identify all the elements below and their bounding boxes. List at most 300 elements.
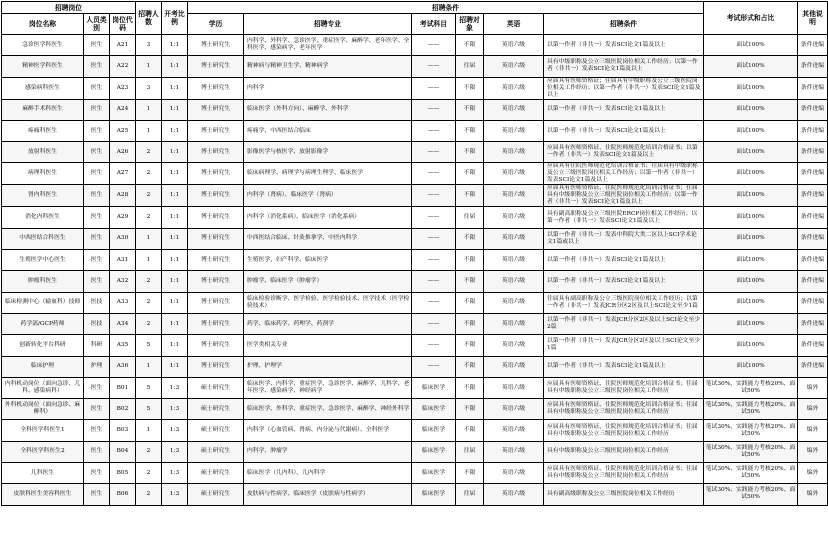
position-name: 全科医学科医生2 (2, 441, 84, 462)
header-row-groups (2, 2, 828, 14)
position-name: 药学部/GCP药师 (2, 313, 84, 334)
english-requirement: 英语六级 (484, 35, 544, 56)
exam-format: 面试100% (704, 56, 798, 77)
conditions: 应届具有医师资格证、住院医师规范化培训合格证书；往届具有中级职称及公立三级医院岗位相关工作经历 (544, 399, 704, 420)
staff-category: 医生 (84, 228, 110, 249)
hire-target: 不限 (456, 292, 484, 313)
hire-target: 不限 (456, 271, 484, 292)
other-notes: 编外 (798, 399, 828, 420)
conditions: 以第一作者（非共一）发表SCI论文1篇及以上 (544, 35, 704, 56)
table-row (2, 463, 828, 484)
other-notes: 条件迸编 (798, 163, 828, 185)
exam-ratio: 1:1 (162, 56, 188, 77)
hire-target: 往届 (456, 207, 484, 228)
hire-count: 1 (136, 250, 162, 271)
major-header: 招聘专业 (244, 14, 412, 35)
staff-category: 医生 (84, 420, 110, 441)
position-code: A28 (110, 185, 136, 207)
other-notes: 条件迸编 (798, 99, 828, 120)
exam-ratio: 1:1 (162, 313, 188, 334)
english-requirement: 英语六级 (484, 271, 544, 292)
exam-ratio: 1:1 (162, 120, 188, 141)
position-code: B01 (110, 377, 136, 398)
position-code: A22 (110, 56, 136, 77)
exam-format: 面试100% (704, 335, 798, 356)
conditions: 往届具有副高职称及公立三级医院岗位相关工作经历；以第一作者（非共一）发表JCR分区2区及以上SCI论文至少1篇 (544, 292, 704, 313)
exam-subject: —— (412, 163, 456, 185)
exam-format: 笔试30%、实践能力考核20%、面试50% (704, 420, 798, 441)
degree: 博士研究生 (188, 250, 244, 271)
degree: 硕士研究生 (188, 484, 244, 505)
position-code: A31 (110, 250, 136, 271)
hire-count: 2 (136, 185, 162, 207)
group-conditions-header: 招聘条件 (188, 2, 704, 14)
other-notes: 条件迸编 (798, 56, 828, 77)
exam-ratio: 1:1 (162, 356, 188, 377)
table-row (2, 35, 828, 56)
table-row (2, 163, 828, 185)
other-notes: 条件迸编 (798, 35, 828, 56)
position-name: 麻醉手术科医生 (2, 99, 84, 120)
exam-ratio: 1:1 (162, 185, 188, 207)
conditions: 具有中级职称及公立三级医院岗位相关工作经历；以第一作者（非共一）发表SCI论文1篇及以上 (544, 56, 704, 77)
table-row (2, 142, 828, 163)
position-name: 创新转化平台科研 (2, 335, 84, 356)
major: 精神病与精神卫生学、精神病学 (244, 56, 412, 77)
degree: 博士研究生 (188, 77, 244, 99)
position-code: A34 (110, 313, 136, 334)
position-name: 临床护理 (2, 356, 84, 377)
exam-subject: —— (412, 335, 456, 356)
code-header: 岗位代码 (110, 14, 136, 35)
staff-category: 医生 (84, 484, 110, 505)
hire-target: 不限 (456, 313, 484, 334)
exam-format: 笔试30%、实践能力考核20%、面试50% (704, 399, 798, 420)
conditions: 应届具有住院医师规范化培训合格证书；往届具有中级职称及公立三级医院岗位相关工作经历；以第一作者（非共一）发表SCI论文1篇及以上 (544, 163, 704, 185)
hire-target: 往届 (456, 56, 484, 77)
exam-format: 面试100% (704, 99, 798, 120)
staff-category: 医生 (84, 250, 110, 271)
conditions: 具有中级职称及公立三级医院岗位相关工作经历 (544, 441, 704, 462)
hire-count: 2 (136, 463, 162, 484)
hire-target: 不限 (456, 142, 484, 163)
exam-header: 考试形式和占比 (704, 2, 798, 35)
exam-ratio: 1:1 (162, 35, 188, 56)
other-notes: 编外 (798, 377, 828, 398)
hire-count: 2 (136, 271, 162, 292)
table-row (2, 399, 828, 420)
exam-format: 面试100% (704, 163, 798, 185)
other-notes: 条件迸编 (798, 120, 828, 141)
major: 内科学、肿瘤学 (244, 441, 412, 462)
degree: 博士研究生 (188, 185, 244, 207)
staff-category: 医生 (84, 399, 110, 420)
exam-ratio: 1:1 (162, 163, 188, 185)
position-name: 全科医学科医生1 (2, 420, 84, 441)
exam-format: 面试100% (704, 120, 798, 141)
english-header: 英语 (484, 14, 544, 35)
degree-header: 学历 (188, 14, 244, 35)
major: 临床医学、外科学、重症医学、急诊医学、麻醉学、神经外科学 (244, 399, 412, 420)
hire-target: 不限 (456, 377, 484, 398)
hire-target: 不限 (456, 420, 484, 441)
degree: 博士研究生 (188, 56, 244, 77)
position-name: 内科机动岗位（面向急诊、儿科、感染病科） (2, 377, 84, 398)
exam-subject: —— (412, 313, 456, 334)
hire-target: 不限 (456, 120, 484, 141)
english-requirement: 英语六级 (484, 377, 544, 398)
degree: 博士研究生 (188, 163, 244, 185)
major: 内科学、外科学、急诊医学、重症医学、麻醉学、老年医学、全科医学、感染病学、老年医学 (244, 35, 412, 56)
major: 内科学 (244, 77, 412, 99)
exam-subject: 临床医学 (412, 484, 456, 505)
exam-ratio: 1:1 (162, 99, 188, 120)
degree: 硕士研究生 (188, 463, 244, 484)
exam-subject: —— (412, 99, 456, 120)
position-name: 病理科医生 (2, 163, 84, 185)
english-requirement: 英语六级 (484, 185, 544, 207)
position-name: 精神医学科医生 (2, 56, 84, 77)
position-name: 感染病科医生 (2, 77, 84, 99)
staff-category: 医生 (84, 77, 110, 99)
degree: 博士研究生 (188, 228, 244, 249)
position-name: 放射科医生 (2, 142, 84, 163)
position-name: 疼痛科医生 (2, 120, 84, 141)
hire-target: 不限 (456, 228, 484, 249)
other-notes: 条件迸编 (798, 228, 828, 249)
conditions-header: 招聘条件 (544, 14, 704, 35)
staff-category: 科研 (84, 335, 110, 356)
degree: 博士研究生 (188, 142, 244, 163)
hire-count: 1 (136, 228, 162, 249)
table-row (2, 228, 828, 249)
major: 护理、护理学 (244, 356, 412, 377)
table-row (2, 120, 828, 141)
major: 药学、临床药学、药理学、药剂学 (244, 313, 412, 334)
hire-target: 不限 (456, 356, 484, 377)
conditions: 以第一作者（非共一）发表中科院大类二区以上SCI学术论文1篇或以上 (544, 228, 704, 249)
staff-category: 医生 (84, 142, 110, 163)
hire-target: 不限 (456, 77, 484, 99)
hire-count: 2 (136, 142, 162, 163)
other-notes: 条件迸编 (798, 207, 828, 228)
english-requirement: 英语六级 (484, 99, 544, 120)
english-requirement: 英语六级 (484, 335, 544, 356)
english-requirement: 英语六级 (484, 356, 544, 377)
english-requirement: 英语六级 (484, 163, 544, 185)
hire-target: 不限 (456, 335, 484, 356)
position-code: A30 (110, 228, 136, 249)
position-name: 儿科医生 (2, 463, 84, 484)
position-name: 外科机动岗位（面向急诊、麻醉科） (2, 399, 84, 420)
staff-category: 医生 (84, 120, 110, 141)
degree: 博士研究生 (188, 99, 244, 120)
position-code: B05 (110, 463, 136, 484)
position-code: B03 (110, 420, 136, 441)
major: 临床检验诊断学、医学检验、医学检验技术、医学技术（医学检验技术） (244, 292, 412, 313)
table-row (2, 377, 828, 398)
other-notes: 条件迸编 (798, 185, 828, 207)
exam-ratio: 1:3 (162, 484, 188, 505)
position-name: 急诊医学科医生 (2, 35, 84, 56)
english-requirement: 英语六级 (484, 441, 544, 462)
exam-subject: —— (412, 142, 456, 163)
exam-ratio: 1:1 (162, 292, 188, 313)
english-requirement: 英语六级 (484, 463, 544, 484)
english-requirement: 英语六级 (484, 250, 544, 271)
exam-format: 面试100% (704, 250, 798, 271)
exam-subject: —— (412, 356, 456, 377)
other-notes: 编外 (798, 420, 828, 441)
exam-ratio: 1:1 (162, 271, 188, 292)
major: 皮肤病与性病学、临床医学（皮肤病与性病学） (244, 484, 412, 505)
conditions: 以第一作者（非共一）发表SCI论文1篇及以上 (544, 120, 704, 141)
position-code: A36 (110, 356, 136, 377)
other-notes: 编外 (798, 463, 828, 484)
hire-target: 不限 (456, 399, 484, 420)
english-requirement: 英语六级 (484, 207, 544, 228)
hire-count: 3 (136, 77, 162, 99)
exam-ratio: 1:1 (162, 207, 188, 228)
exam-ratio: 1:3 (162, 420, 188, 441)
major: 内科学（消化系病）、临床医学（消化系病） (244, 207, 412, 228)
table-row (2, 250, 828, 271)
hire-count: 2 (136, 207, 162, 228)
position-code: A27 (110, 163, 136, 185)
ratio-header: 开考比例 (162, 2, 188, 35)
position-code: A21 (110, 35, 136, 56)
exam-format: 面试100% (704, 313, 798, 334)
conditions: 应届具有医师资格证、住院医师规范化培训合格证书；往届具有中级职称及公立三级医院岗位相关工作经历 (544, 377, 704, 398)
position-name: 中西医结合科医生 (2, 228, 84, 249)
target-header: 招聘对象 (456, 14, 484, 35)
staff-category: 医生 (84, 441, 110, 462)
degree: 博士研究生 (188, 335, 244, 356)
hire-target: 不限 (456, 163, 484, 185)
exam-format: 面试100% (704, 292, 798, 313)
exam-format: 面试100% (704, 356, 798, 377)
exam-subject: —— (412, 77, 456, 99)
exam-subject: 临床医学 (412, 441, 456, 462)
recruitment-table (1, 1, 828, 506)
other-notes: 条件迸编 (798, 292, 828, 313)
english-requirement: 英语六级 (484, 292, 544, 313)
exam-format: 面试100% (704, 35, 798, 56)
exam-format: 笔试30%、实践能力考核20%、面试50% (704, 484, 798, 505)
hire-count: 5 (136, 335, 162, 356)
degree: 博士研究生 (188, 35, 244, 56)
exam-ratio: 1:3 (162, 441, 188, 462)
staff-category: 医生 (84, 463, 110, 484)
position-code: A24 (110, 99, 136, 120)
staff-category: 医生 (84, 377, 110, 398)
exam-format: 面试100% (704, 271, 798, 292)
hire-count: 5 (136, 399, 162, 420)
hire-target: 不限 (456, 99, 484, 120)
exam-format: 面试100% (704, 207, 798, 228)
major: 临床医学、内科学、重症医学、急诊医学、麻醉学、儿科学、老年医学、感染病学、神经病学 (244, 377, 412, 398)
hire-count: 1 (136, 420, 162, 441)
staff-category: 医生 (84, 35, 110, 56)
english-requirement: 英语六级 (484, 142, 544, 163)
exam-format: 面试100% (704, 185, 798, 207)
english-requirement: 英语六级 (484, 420, 544, 441)
conditions: 以第一作者（非共一）发表JCR分区2区及以上SCI论文至少1篇 (544, 335, 704, 356)
exam-ratio: 1:3 (162, 399, 188, 420)
conditions: 以第一作者（非共一）发表JCR分区2区及以上SCI论文至少2篇 (544, 313, 704, 334)
hire-target: 不限 (456, 463, 484, 484)
exam-subject: —— (412, 120, 456, 141)
name-header: 岗位名称 (2, 14, 84, 35)
conditions: 应届具有医师资格证、住院医师规范化培训合格证书；以第一作者（非共一）发表SCI论文1篇及以上 (544, 142, 704, 163)
position-name: 临床检测中心（输血科）技师 (2, 292, 84, 313)
exam-subject: —— (412, 207, 456, 228)
position-name: 消化内科医生 (2, 207, 84, 228)
exam-format: 笔试30%、实践能力考核20%、面试50% (704, 377, 798, 398)
degree: 博士研究生 (188, 313, 244, 334)
exam-format: 笔试30%、实践能力考核20%、面试50% (704, 463, 798, 484)
degree: 硕士研究生 (188, 441, 244, 462)
hire-count: 2 (136, 292, 162, 313)
hire-count: 2 (136, 313, 162, 334)
exam-ratio: 1:1 (162, 228, 188, 249)
conditions: 应届具有医师资格证、住院医师规范化培训合格证书；往届具有中级职称及公立三级医院岗位相关工作经历；以第一作者（非共一）发表SCI论文1篇及以上 (544, 185, 704, 207)
hire-count: 3 (136, 35, 162, 56)
conditions: 应届具有医师资格证、住院医师规范化培训合格证书；往届具有中级职称及公立三级医院岗位相关工作经历 (544, 463, 704, 484)
hire-count: 2 (136, 163, 162, 185)
exam-subject: 临床医学 (412, 377, 456, 398)
exam-subject: 临床医学 (412, 420, 456, 441)
exam-format: 面试100% (704, 228, 798, 249)
table-row (2, 271, 828, 292)
other-notes: 条件迸编 (798, 356, 828, 377)
major: 临床医学（儿内科）、儿内科学 (244, 463, 412, 484)
exam-format: 笔试30%、实践能力考核20%、面试50% (704, 441, 798, 462)
table-row (2, 420, 828, 441)
degree: 博士研究生 (188, 292, 244, 313)
position-name: 肿瘤科医生 (2, 271, 84, 292)
major: 医学类相关专业 (244, 335, 412, 356)
exam-subject: —— (412, 185, 456, 207)
hire-target: 往届 (456, 441, 484, 462)
group-position-header: 招聘岗位 (2, 2, 136, 14)
major: 临床医学（外科方向）、麻醉学、外科学 (244, 99, 412, 120)
table-row (2, 207, 828, 228)
other-notes: 条件迸编 (798, 271, 828, 292)
conditions: 具有副高职称及公立三级医院ERCP岗位相关工作经历；以第一作者（非共一）发表SCI论文1篇及以上 (544, 207, 704, 228)
subject-header: 考试科目 (412, 14, 456, 35)
table-row (2, 356, 828, 377)
conditions: 以第一作者（非共一）发表SCI论文1篇及以上 (544, 250, 704, 271)
degree: 硕士研究生 (188, 377, 244, 398)
major: 生殖医学、妇产科学、临床医学 (244, 250, 412, 271)
position-code: A29 (110, 207, 136, 228)
hire-count: 1 (136, 120, 162, 141)
major: 内科学（肾病）、临床医学（肾病） (244, 185, 412, 207)
table-row (2, 313, 828, 334)
hire-target: 不限 (456, 250, 484, 271)
position-name: 肾内科医生 (2, 185, 84, 207)
exam-subject: —— (412, 271, 456, 292)
category-header: 人员类别 (84, 14, 110, 35)
table-row (2, 99, 828, 120)
hire-count: 2 (136, 484, 162, 505)
other-notes: 条件迸编 (798, 142, 828, 163)
major: 临床病理学、病理学与病理生理学、临床医学 (244, 163, 412, 185)
staff-category: 医生 (84, 271, 110, 292)
position-name: 生殖医学中心医生 (2, 250, 84, 271)
exam-ratio: 1:1 (162, 335, 188, 356)
exam-subject: —— (412, 292, 456, 313)
staff-category: 医技 (84, 313, 110, 334)
english-requirement: 英语六级 (484, 228, 544, 249)
position-code: A35 (110, 335, 136, 356)
other-notes: 编外 (798, 441, 828, 462)
english-requirement: 英语六级 (484, 399, 544, 420)
hire-target: 往届 (456, 484, 484, 505)
hire-count: 5 (136, 377, 162, 398)
table-row (2, 77, 828, 99)
staff-category: 医生 (84, 56, 110, 77)
exam-ratio: 1:3 (162, 463, 188, 484)
english-requirement: 英语六级 (484, 313, 544, 334)
position-code: B04 (110, 441, 136, 462)
position-code: B02 (110, 399, 136, 420)
english-requirement: 英语六级 (484, 56, 544, 77)
staff-category: 医生 (84, 207, 110, 228)
english-requirement: 英语六级 (484, 120, 544, 141)
table-row (2, 441, 828, 462)
table-row (2, 484, 828, 505)
staff-category: 医技 (84, 292, 110, 313)
hire-count: 1 (136, 356, 162, 377)
exam-subject: —— (412, 250, 456, 271)
hire-count: 1 (136, 56, 162, 77)
conditions: 应届具有医师资格证；往届具有中级职称及公立三级医院岗位相关工作经历；以第一作者（非共一）发表SCI论文1篇及以上 (544, 77, 704, 99)
staff-category: 医生 (84, 99, 110, 120)
count-header: 招聘人数 (136, 2, 162, 35)
exam-subject: —— (412, 228, 456, 249)
exam-subject: —— (412, 56, 456, 77)
hire-target: 不限 (456, 35, 484, 56)
exam-ratio: 1:3 (162, 377, 188, 398)
conditions: 具有副高级职称及公立三级医院岗位相关工作经历 (544, 484, 704, 505)
table-row (2, 185, 828, 207)
degree: 硕士研究生 (188, 420, 244, 441)
english-requirement: 英语六级 (484, 77, 544, 99)
degree: 博士研究生 (188, 207, 244, 228)
other-notes: 编外 (798, 484, 828, 505)
hire-count: 2 (136, 441, 162, 462)
conditions: 以第一作者（非共一）发表SCI论文1篇及以上 (544, 99, 704, 120)
major: 影像医学与核医学、放射影像学 (244, 142, 412, 163)
table-row (2, 335, 828, 356)
exam-ratio: 1:1 (162, 142, 188, 163)
staff-category: 医生 (84, 163, 110, 185)
major: 疼痛学、中西医结合临床 (244, 120, 412, 141)
position-code: A33 (110, 292, 136, 313)
english-requirement: 英语六级 (484, 484, 544, 505)
other-notes: 条件迸编 (798, 77, 828, 99)
position-name: 皮肤科医生美容科医生 (2, 484, 84, 505)
conditions: 以第一作者（非共一）发表SCI论文1篇及以上 (544, 356, 704, 377)
position-code: B06 (110, 484, 136, 505)
hire-target: 不限 (456, 185, 484, 207)
major: 中西医结合临床、针灸推拿学、中医内科学 (244, 228, 412, 249)
staff-category: 医生 (84, 185, 110, 207)
other-notes: 条件迸编 (798, 313, 828, 334)
exam-subject: —— (412, 35, 456, 56)
